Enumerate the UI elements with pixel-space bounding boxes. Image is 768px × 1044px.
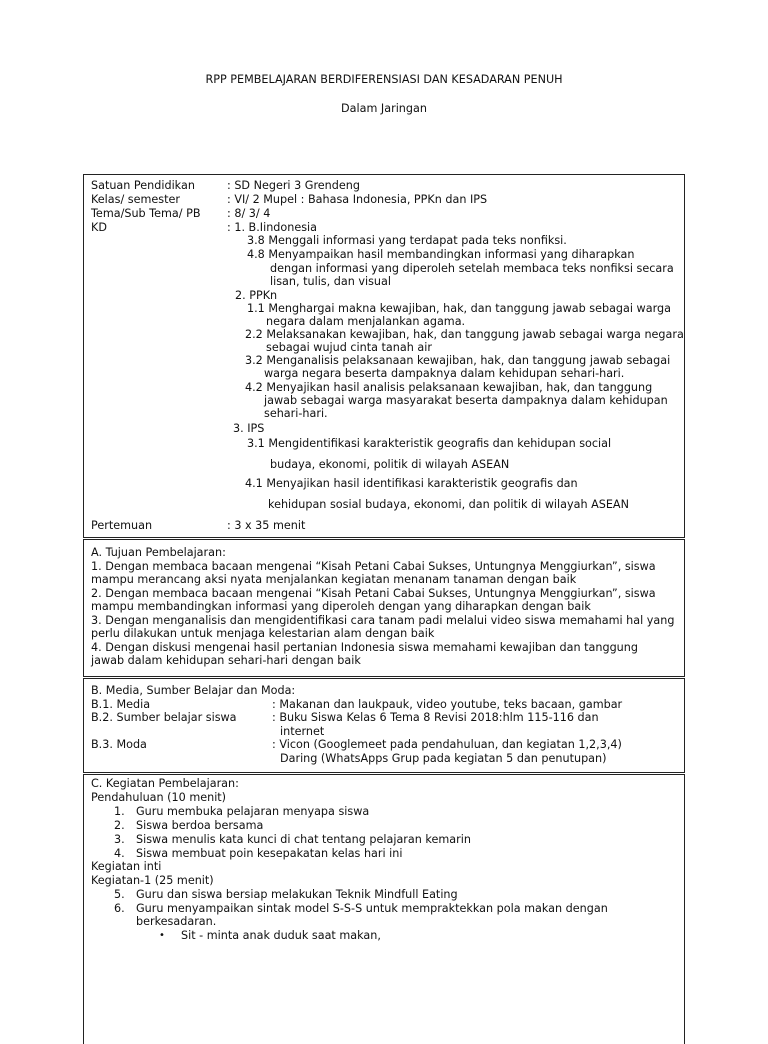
list-item-number: 4.	[114, 847, 125, 860]
satuan-label: Satuan Pendidikan	[91, 179, 195, 192]
kegiatan-heading: C. Kegiatan Pembelajaran:	[91, 777, 239, 790]
kd-line: 4.1 Menyajikan hasil identifikasi karakteristik geografis dan	[245, 477, 578, 490]
kd-line: 4.2 Menyajikan hasil analisis pelaksanaan kewajiban, hak, dan tanggung	[245, 381, 653, 394]
kd-line: 4.8 Menyampaikan hasil membandingkan informasi yang diharapkan	[247, 248, 635, 261]
tujuan-line: mampu membandingkan informasi yang diperoleh dengan yang diharapkan dengan baik	[91, 600, 591, 613]
kd-line: dengan informasi yang diperoleh setelah membaca teks nonfiksi secara	[270, 262, 674, 275]
tema-value: : 8/ 3/ 4	[227, 207, 271, 220]
list-item-cont: berkesadaran.	[136, 915, 217, 928]
kd-line: lisan, tulis, dan visual	[270, 275, 391, 288]
list-item: Siswa menulis kata kunci di chat tentang pelajaran kemarin	[136, 833, 471, 846]
bullet-item: Sit - minta anak duduk saat makan,	[181, 929, 381, 942]
kd-line: 1.1 Menghargai makna kewajiban, hak, dan tanggung jawab sebagai warga	[247, 302, 671, 315]
kd-value: : 1. B.Iindonesia	[227, 221, 317, 234]
b1-value: : Makanan dan laukpauk, video youtube, teks bacaan, gambar	[272, 698, 623, 711]
list-item: Guru menyampaikan sintak model S-S-S untuk mempraktekkan pola makan dengan	[136, 902, 608, 915]
kd-subject-heading: 2. PPKn	[235, 289, 278, 302]
tujuan-line: mampu merancang aksi nyata menjalankan kegiatan menanam tanaman dengan baik	[91, 573, 577, 586]
b1-label: B.1. Media	[91, 698, 151, 711]
list-item-number: 1.	[114, 805, 125, 818]
kd-line: 3.1 Mengidentifikasi karakteristik geografis dan kehidupan social	[247, 437, 612, 450]
tujuan-line: perlu dilakukan untuk menjaga kelestarian alam dengan baik	[91, 627, 435, 640]
kd-line: jawab sebagai warga masyarakat beserta dampaknya dalam kehidupan	[264, 394, 668, 407]
document-title: RPP PEMBELAJARAN BERDIFERENSIASI DAN KESADARAN PENUH	[205, 73, 563, 86]
b2-value: : Buku Siswa Kelas 6 Tema 8 Revisi 2018:hlm 115-116 dan	[272, 711, 599, 724]
kd-line: 3.8 Menggali informasi yang terdapat pada teks nonfiksi.	[247, 234, 567, 247]
list-item: Siswa berdoa bersama	[136, 819, 264, 832]
list-item-number: 5.	[114, 888, 125, 901]
kd-line: negara dalam menjalankan agama.	[266, 315, 466, 328]
kd-line: 2.2 Melaksanakan kewajiban, hak, dan tanggung jawab sebagai warga negara	[245, 328, 684, 341]
kd-line: kehidupan sosial budaya, ekonomi, dan politik di wilayah ASEAN	[268, 498, 629, 511]
satuan-value: : SD Negeri 3 Grendeng	[227, 179, 360, 192]
kegiatan-1-heading: Kegiatan-1 (25 menit)	[91, 874, 214, 887]
pendahuluan-heading: Pendahuluan (10 menit)	[91, 791, 227, 804]
kelas-value: : VI/ 2 Mupel : Bahasa Indonesia, PPKn dan IPS	[227, 193, 488, 206]
document-subtitle: Dalam Jaringan	[341, 102, 427, 115]
tujuan-section	[83, 539, 685, 677]
list-item: Siswa membuat poin kesepakatan kelas hari ini	[136, 847, 403, 860]
b2-value-cont: internet	[280, 725, 325, 738]
list-item-number: 3.	[114, 833, 125, 846]
tujuan-line: 1. Dengan membaca bacaan mengenai “Kisah Petani Cabai Sukses, Untungnya Menggiurkan”, siswa	[91, 560, 656, 573]
b3-value: : Vicon (Googlemeet pada pendahuluan, dan kegiatan 1,2,3,4)	[272, 738, 622, 751]
identity-section	[83, 174, 685, 538]
kd-line: warga negara beserta dampaknya dalam kehidupan sehari-hari.	[264, 367, 625, 380]
kelas-label: Kelas/ semester	[91, 193, 180, 206]
kd-line: sebagai wujud cinta tanah air	[266, 341, 432, 354]
tujuan-heading: A. Tujuan Pembelajaran:	[91, 546, 226, 559]
b2-label: B.2. Sumber belajar siswa	[91, 711, 237, 724]
kd-subject-heading: 3. IPS	[233, 422, 265, 435]
tujuan-line: 4. Dengan diskusi mengenai hasil pertanian Indonesia siswa memahami kewajiban dan tanggung	[91, 641, 638, 654]
kd-line: 3.2 Menganalisis pelaksanaan kewajiban, hak, dan tanggung jawab sebagai	[245, 354, 671, 367]
tema-label: Tema/Sub Tema/ PB	[91, 207, 201, 220]
list-item-number: 2.	[114, 819, 125, 832]
list-item-number: 6.	[114, 902, 125, 915]
b3-label: B.3. Moda	[91, 738, 147, 751]
tujuan-line: 3. Dengan menganalisis dan mengidentifikasi cara tanam padi melalui video siswa memahami hal yang	[91, 614, 675, 627]
kd-label: KD	[91, 221, 107, 234]
tujuan-line: 2. Dengan membaca bacaan mengenai “Kisah Petani Cabai Sukses, Untungnya Menggiurkan”, siswa	[91, 587, 656, 600]
list-item: Guru membuka pelajaran menyapa siswa	[136, 805, 370, 818]
kd-line: budaya, ekonomi, politik di wilayah ASEAN	[270, 458, 510, 471]
media-section	[83, 678, 685, 773]
kegiatan-inti-heading: Kegiatan inti	[91, 860, 162, 873]
bullet-icon: •	[159, 930, 165, 941]
pertemuan-label: Pertemuan	[91, 519, 153, 532]
tujuan-line: jawab dalam kehidupan sehari-hari dengan baik	[91, 654, 361, 667]
b3-value-cont: Daring (WhatsApps Grup pada kegiatan 5 dan penutupan)	[280, 752, 607, 765]
kd-line: sehari-hari.	[264, 407, 328, 420]
kegiatan-section	[83, 774, 685, 1044]
media-heading: B. Media, Sumber Belajar dan Moda:	[91, 684, 296, 697]
list-item: Guru dan siswa bersiap melakukan Teknik Mindfull Eating	[136, 888, 458, 901]
pertemuan-value: : 3 x 35 menit	[227, 519, 306, 532]
